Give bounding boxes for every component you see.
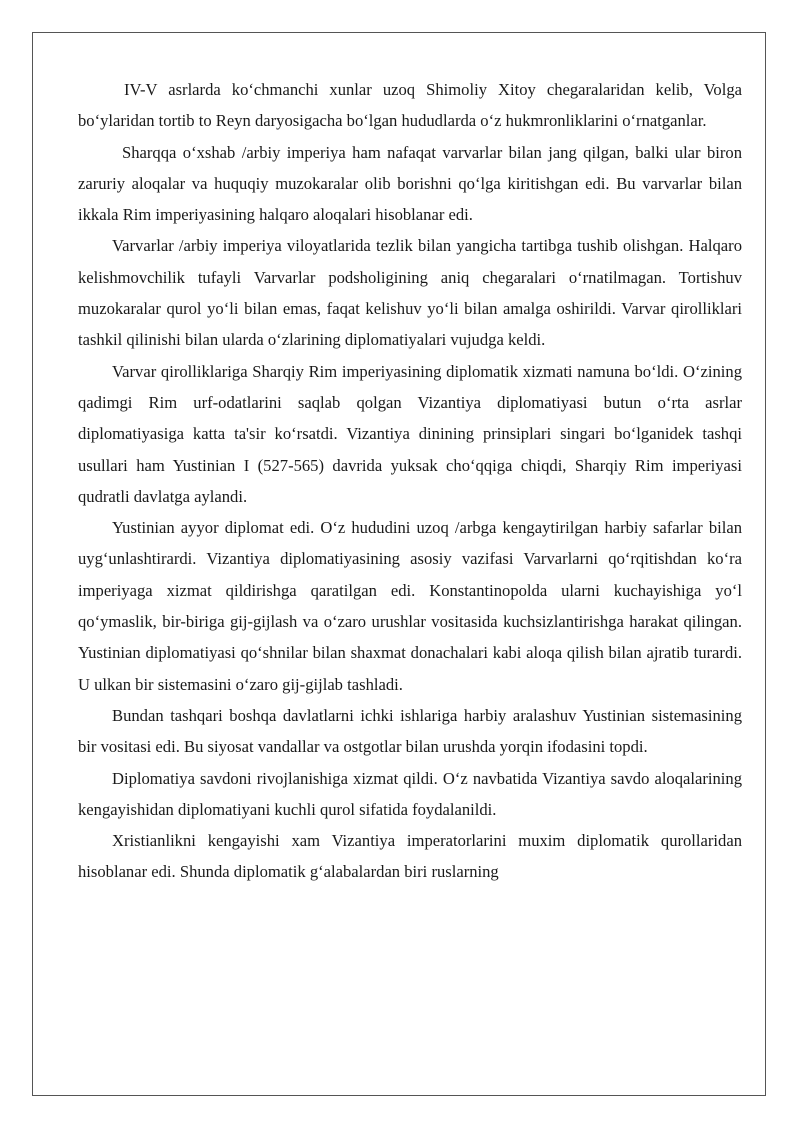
paragraph-1: IV-V asrlarda ko‘chmanchi xunlar uzoq Shimoliy Xitoy chegaralaridan kelib, Volga bo‘ylaridan tortib to Reyn daryosigacha bo‘lgan hududlarda o‘z hukmronliklarini o‘rnatganlar. xyxy=(78,80,742,131)
document-body xyxy=(78,74,742,888)
paragraph-8: Xristianlikni kengayishi xam Vizantiya imperatorlarini muxim diplomatik qurollaridan hisoblanar edi. Shunda diplomatik g‘alabalardan biri ruslarning xyxy=(78,831,742,882)
paragraph-6: Bundan tashqari boshqa davlatlarni ichki ishlariga harbiy aralashuv Yustinian sistemasining bir vositasi edi. Bu siyosat vandallar va ostgotlar bilan urushda yorqin ifodasini topdi. xyxy=(78,705,742,757)
paragraph-7: Diplomatiya savdoni rivojlanishiga xizmat qildi. O‘z navbatida Vizantiya savdo aloqalarining kengayishidan diplomatiyani kuchli qurol sifatida foydalanildi. xyxy=(78,768,742,819)
paragraph-3: Varvarlar /arbiy imperiya viloyatlarida tezlik bilan yangicha tartibga tushib olishgan. Halqaro kelishmovchilik tufayli Varvarlar podsholigining aniq chegaralari o‘rnatilmagan. Tortishuv muzokaralar qurol yo‘li bilan emas, faqat kelishuv yo‘li bilan amalga oshirildi. Varvar qirolliklari tashkil qilinishi bilan ularda o‘zlarining diplomatiyalari vujudga keldi. xyxy=(78,236,742,350)
paragraph-4: Varvar qirolliklariga Sharqiy Rim imperiyasining diplomatik xizmati namuna bo‘ldi. O‘zining qadimgi Rim urf-odatlarini saqlab qolgan Vizantiya diplomatiyasi butun o‘rta asrlar diplomatiyasiga katta ta'sir ko‘rsatdi. Vizantiya dinining prinsiplari singari bo‘lganidek tashqi usullari ham Yustinian I (527-565) davrida yuksak cho‘qqiga chiqdi, Sharqiy Rim imperiyasi qudratli davlatga aylandi. xyxy=(78,361,742,506)
paragraph-5: Yustinian ayyor diplomat edi. O‘z hududini uzoq /arbga kengaytirilgan harbiy safarlar bilan uyg‘unlashtirardi. Vizantiya diplomatiyasining asosiy vazifasi Varvarlarni qo‘rqitishdan ko‘ra imperiyaga xizmat qildirishga qaratilgan edi. Konstantinopolda ularni kuchayishiga yo‘l qo‘ymaslik, bir-biriga gij-gijlash va o‘zaro urushlar vositasida kuchsizlantirishga harakat qilingan. Yustinian diplomatiyasi qo‘shnilar bilan shaxmat donachalari kabi aloqa qilish bilan ajratib turardi. U ulkan bir sistemasini o‘zaro gij-gijlab tashladi. xyxy=(78,518,742,694)
paragraph-2: Sharqqa o‘xshab /arbiy imperiya ham nafaqat varvarlar bilan jang qilgan, balki ular biron zaruriy aloqalar va huquqiy muzokaralar olib borishni qo‘lga kiritishgan edi. Bu varvarlar bilan ikkala Rim imperiyasining halqaro aloqalari hisoblanar edi. xyxy=(78,142,742,225)
